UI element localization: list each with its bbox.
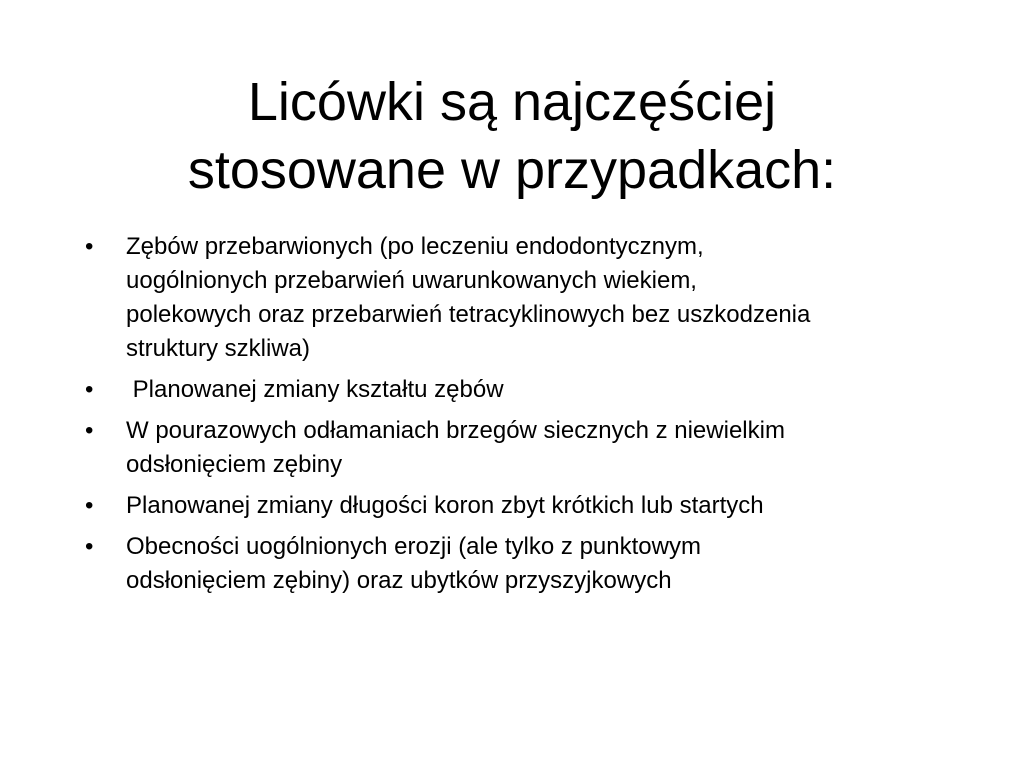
bullet-item	[85, 489, 955, 523]
bullet-text-line: Planowanej zmiany kształtu zębów	[126, 376, 504, 403]
bullet-icon: •	[85, 417, 94, 444]
bullet-text-line: odsłonięciem zębiny	[126, 451, 343, 478]
bullet-icon: •	[85, 233, 94, 260]
bullet-text-line: W pourazowych odłamaniach brzegów siecznych z niewielkim	[126, 417, 785, 444]
slide-title-line: Licówki są najczęściej	[247, 72, 777, 132]
bullet-text-line: polekowych oraz przebarwień tetracyklinowych bez uszkodzenia	[126, 301, 811, 328]
bullet-text-line: Obecności uogólnionych erozji (ale tylko z punktowym	[126, 533, 701, 560]
slide-title	[60, 68, 964, 204]
bullet-text-line: struktury szkliwa)	[126, 335, 311, 362]
bullet-icon: •	[85, 376, 94, 403]
bullet-item	[85, 373, 955, 407]
bullet-text-line: uogólnionych przebarwień uwarunkowanych wiekiem,	[126, 267, 697, 294]
bullet-icon: •	[85, 533, 94, 560]
bullet-item	[85, 414, 955, 482]
bullet-text-line: odsłonięciem zębiny) oraz ubytków przyszyjkowych	[126, 567, 672, 594]
bullet-item	[85, 230, 955, 366]
bullet-text-line: Zębów przebarwionych (po leczeniu endodontycznym,	[126, 233, 704, 260]
bullet-text-line: Planowanej zmiany długości koron zbyt krótkich lub startych	[126, 492, 764, 519]
slide-title-line: stosowane w przypadkach:	[187, 140, 837, 200]
bullet-list	[85, 230, 955, 605]
bullet-item	[85, 530, 955, 598]
bullet-icon: •	[85, 492, 94, 519]
